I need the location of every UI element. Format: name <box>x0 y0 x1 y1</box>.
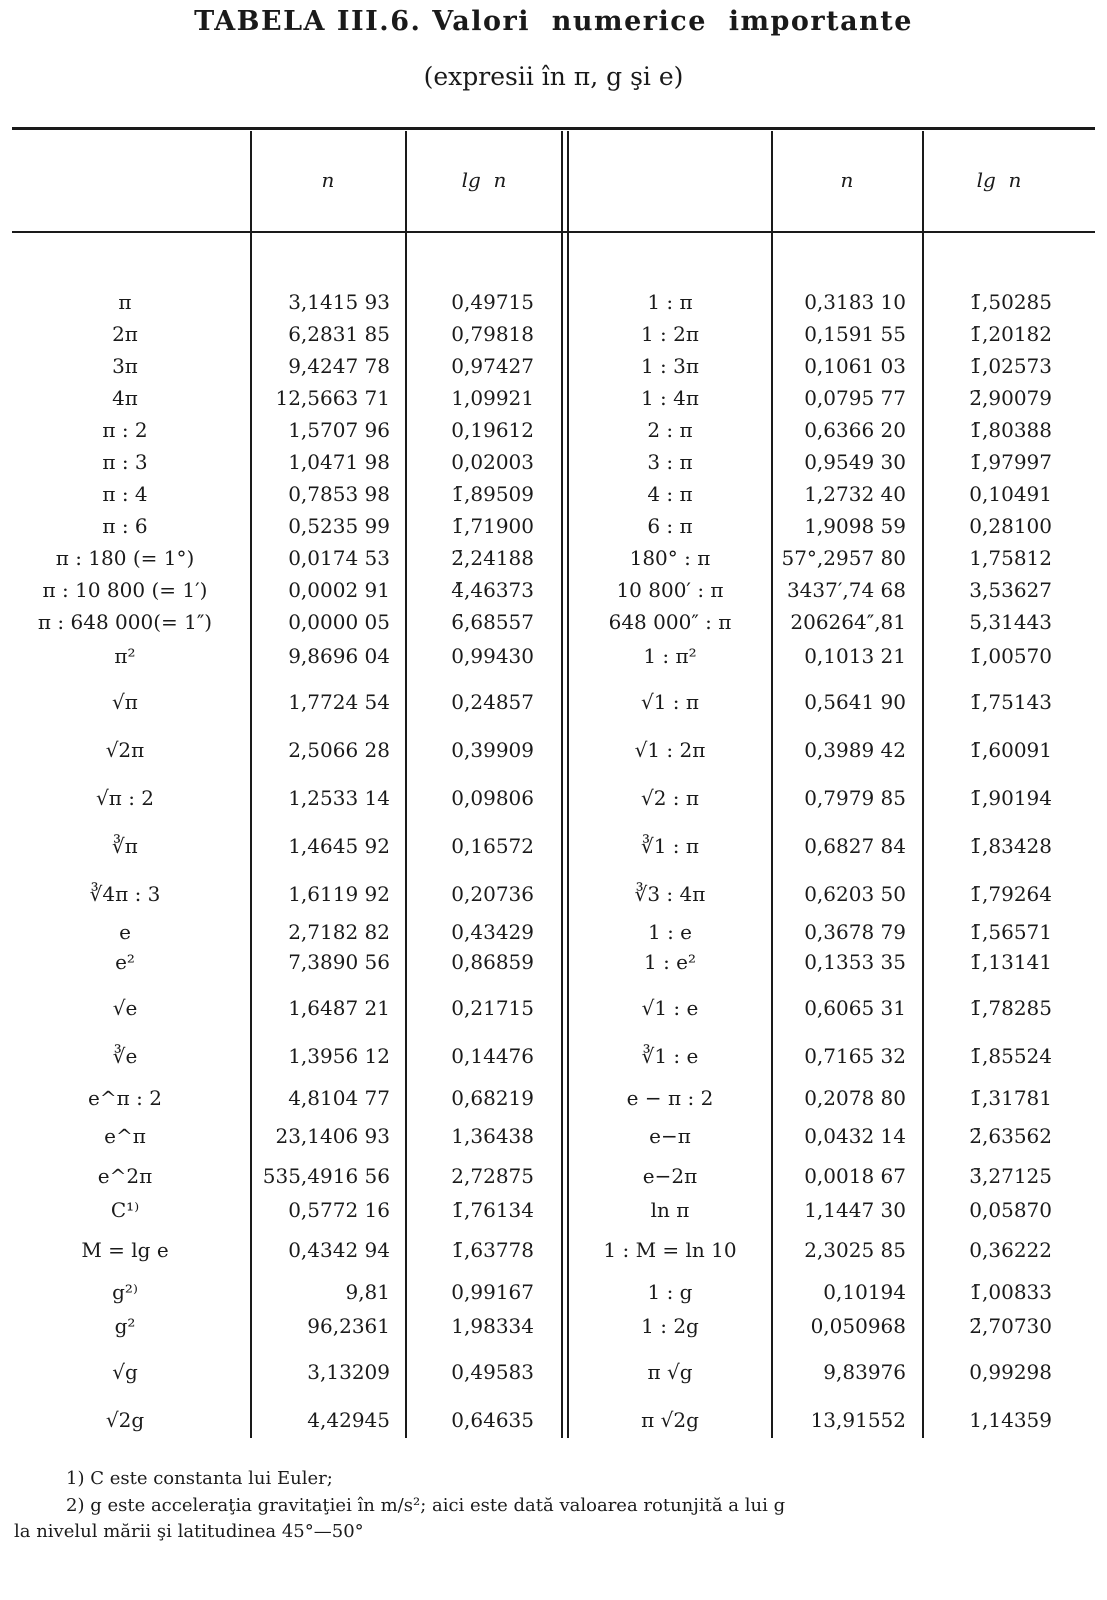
value-cell: 0,3183 10 <box>804 290 906 314</box>
log-cell: 0,20736 <box>451 882 534 906</box>
expression-cell: 2π <box>112 322 138 346</box>
expression-cell: 1 : 4π <box>640 386 700 410</box>
expression-cell: 3 : π <box>647 450 693 474</box>
log-cell: 0,28100 <box>969 514 1052 538</box>
log-cell: 4̄,46373 <box>451 578 534 602</box>
expression-cell: g² <box>114 1314 136 1338</box>
log-cell: 1̄,80388 <box>969 418 1052 442</box>
value-cell: 1,0471 98 <box>288 450 390 474</box>
log-cell: 1̄,97997 <box>969 450 1052 474</box>
log-cell: 1̄,76134 <box>451 1198 534 1222</box>
log-cell: 1,36438 <box>451 1124 534 1148</box>
expression-cell: √1 : 2π <box>634 738 706 762</box>
expression-cell: 10 800′ : π <box>616 578 724 602</box>
expression-cell: 1 : g <box>647 1280 693 1304</box>
value-cell: 96,2361 <box>307 1314 390 1338</box>
expression-cell: √2 : π <box>640 786 700 810</box>
expression-cell: ln π <box>650 1198 690 1222</box>
log-cell: 1̄,85524 <box>969 1044 1052 1068</box>
value-cell: 0,3989 42 <box>804 738 906 762</box>
expression-cell: 4 : π <box>647 482 693 506</box>
log-cell: 1̄,90194 <box>969 786 1052 810</box>
expression-cell: π : 4 <box>102 482 148 506</box>
log-cell: 1̄,83428 <box>969 834 1052 858</box>
log-cell: 0,36222 <box>969 1238 1052 1262</box>
value-cell: 0,6065 31 <box>804 996 906 1020</box>
expression-cell: ∛π <box>112 834 138 858</box>
value-cell: 0,1353 35 <box>804 950 906 974</box>
log-cell: 1,09921 <box>451 386 534 410</box>
log-cell: 0,09806 <box>451 786 534 810</box>
value-cell: 1,4645 92 <box>288 834 390 858</box>
log-cell: 2̄,70730 <box>969 1314 1052 1338</box>
expression-cell: π : 180 (= 1°) <box>55 546 195 570</box>
value-cell: 57°,2957 80 <box>781 546 906 570</box>
log-cell: 2̄,24188 <box>451 546 534 570</box>
log-cell: 1̄,20182 <box>969 322 1052 346</box>
log-cell: 3,53627 <box>969 578 1052 602</box>
expression-cell: √1 : π <box>640 690 700 714</box>
page-subtitle: (expresii în π, g şi e) <box>423 62 684 91</box>
expression-cell: 1 : 2g <box>641 1314 699 1338</box>
value-cell: 1,3956 12 <box>288 1044 390 1068</box>
value-cell: 3,1415 93 <box>288 290 390 314</box>
log-cell: 1̄,56571 <box>969 920 1052 944</box>
value-cell: 7,3890 56 <box>288 950 390 974</box>
footnote-2: 2) g este acceleraţia gravitaţiei în m/s²; aici este dată valoarea rotunjită a lui g <box>66 1495 786 1516</box>
log-cell: 0,49715 <box>451 290 534 314</box>
expression-cell: √2π <box>105 738 145 762</box>
footnote-3: la nivelul mării şi latitudinea 45°—50° <box>14 1521 364 1542</box>
expression-cell: 648 000″ : π <box>608 610 732 634</box>
log-cell: 6̄,68557 <box>451 610 534 634</box>
expression-cell: √1 : e <box>641 996 699 1020</box>
value-cell: 0,5641 90 <box>804 690 906 714</box>
value-cell: 3437′,74 68 <box>786 578 906 602</box>
value-cell: 0,2078 80 <box>804 1086 906 1110</box>
expression-cell: M = lg e <box>81 1238 169 1262</box>
expression-cell: e−2π <box>642 1164 698 1188</box>
expression-cell: 1 : π <box>647 290 693 314</box>
log-cell: 0,64635 <box>451 1408 534 1432</box>
expression-cell: π <box>118 290 132 314</box>
value-cell: 9,8696 04 <box>288 644 390 668</box>
log-cell: 2,72875 <box>451 1164 534 1188</box>
log-cell: 1̄,89509 <box>451 482 534 506</box>
log-cell: 1̄,79264 <box>969 882 1052 906</box>
log-cell: 0,68219 <box>451 1086 534 1110</box>
log-cell: 0,19612 <box>451 418 534 442</box>
expression-cell: e^π <box>104 1124 146 1148</box>
expression-cell: 2 : π <box>647 418 693 442</box>
log-cell: 0,10491 <box>969 482 1052 506</box>
expression-cell: √e <box>112 996 138 1020</box>
expression-cell: C¹⁾ <box>110 1198 140 1222</box>
value-cell: 0,0432 14 <box>804 1124 906 1148</box>
value-cell: 6,2831 85 <box>288 322 390 346</box>
value-cell: 1,2533 14 <box>288 786 390 810</box>
expression-cell: ∛1 : e <box>641 1044 699 1068</box>
value-cell: 1,5707 96 <box>288 418 390 442</box>
log-cell: 0,21715 <box>451 996 534 1020</box>
log-cell: 0,99298 <box>969 1360 1052 1384</box>
log-cell: 0,99167 <box>451 1280 534 1304</box>
page-title: TABELA III.6. Valori numerice importante <box>194 6 913 37</box>
value-cell: 206264″,81 <box>790 610 906 634</box>
value-cell: 2,3025 85 <box>804 1238 906 1262</box>
expression-cell: √2g <box>105 1408 145 1432</box>
expression-cell: e − π : 2 <box>626 1086 714 1110</box>
value-cell: 1,1447 30 <box>804 1198 906 1222</box>
log-cell: 1̄,02573 <box>969 354 1052 378</box>
log-cell: 5,31443 <box>969 610 1052 634</box>
value-cell: 0,4342 94 <box>288 1238 390 1262</box>
value-cell: 0,9549 30 <box>804 450 906 474</box>
value-cell: 0,1061 03 <box>804 354 906 378</box>
expression-cell: 1 : e² <box>643 950 697 974</box>
value-cell: 0,10194 <box>823 1280 906 1304</box>
log-cell: 0,86859 <box>451 950 534 974</box>
log-cell: 1̄,00833 <box>969 1280 1052 1304</box>
log-cell: 3̄,27125 <box>969 1164 1052 1188</box>
expression-cell: e^2π <box>97 1164 153 1188</box>
expression-cell: 180° : π <box>629 546 711 570</box>
expression-cell: 1 : M = ln 10 <box>603 1238 737 1262</box>
log-cell: 2̄,63562 <box>969 1124 1052 1148</box>
expression-cell: ∛e <box>112 1044 138 1068</box>
value-cell: 2,5066 28 <box>288 738 390 762</box>
log-cell: 1̄,71900 <box>451 514 534 538</box>
value-cell: 0,6203 50 <box>804 882 906 906</box>
header-rule <box>12 231 1095 233</box>
log-cell: 0,97427 <box>451 354 534 378</box>
expression-cell: π : 3 <box>102 450 148 474</box>
expression-cell: ∛1 : π <box>640 834 700 858</box>
log-cell: 0,05870 <box>969 1198 1052 1222</box>
log-cell: 1̄,60091 <box>969 738 1052 762</box>
value-cell: 0,1013 21 <box>804 644 906 668</box>
value-cell: 4,42945 <box>307 1408 390 1432</box>
expression-cell: 1 : 2π <box>640 322 700 346</box>
log-cell: 1̄,63778 <box>451 1238 534 1262</box>
expression-cell: √π : 2 <box>95 786 155 810</box>
log-cell: 0,02003 <box>451 450 534 474</box>
expression-cell: g²⁾ <box>112 1280 138 1304</box>
expression-cell: 1 : π² <box>643 644 697 668</box>
log-cell: 1̄,13141 <box>969 950 1052 974</box>
value-cell: 535,4916 56 <box>262 1164 390 1188</box>
log-cell: 1̄,78285 <box>969 996 1052 1020</box>
value-cell: 0,050968 <box>810 1314 906 1338</box>
value-cell: 1,2732 40 <box>804 482 906 506</box>
value-cell: 0,7979 85 <box>804 786 906 810</box>
value-cell: 9,4247 78 <box>288 354 390 378</box>
log-cell: 1̄,00570 <box>969 644 1052 668</box>
log-cell: 0,14476 <box>451 1044 534 1068</box>
expression-cell: 1 : 3π <box>640 354 700 378</box>
value-cell: 1,7724 54 <box>288 690 390 714</box>
footnote-1: 1) C este constanta lui Euler; <box>66 1468 333 1489</box>
header-n-left: n <box>321 168 335 192</box>
log-cell: 0,24857 <box>451 690 534 714</box>
expression-cell: 1 : e <box>647 920 692 944</box>
expression-cell: π : 10 800 (= 1′) <box>42 578 208 602</box>
log-cell: 1,98334 <box>451 1314 534 1338</box>
top-rule <box>12 127 1095 130</box>
value-cell: 13,91552 <box>810 1408 906 1432</box>
value-cell: 0,0018 67 <box>804 1164 906 1188</box>
log-cell: 1̄,50285 <box>969 290 1052 314</box>
value-cell: 4,8104 77 <box>288 1086 390 1110</box>
value-cell: 0,5235 99 <box>288 514 390 538</box>
expression-cell: ∛4π : 3 <box>89 882 161 906</box>
expression-cell: π² <box>114 644 136 668</box>
log-cell: 0,16572 <box>451 834 534 858</box>
expression-cell: ∛3 : 4π <box>634 882 706 906</box>
value-cell: 0,7853 98 <box>288 482 390 506</box>
expression-cell: e² <box>115 950 135 974</box>
log-cell: 1̄,31781 <box>969 1086 1052 1110</box>
log-cell: 0,49583 <box>451 1360 534 1384</box>
expression-cell: 4π <box>112 386 138 410</box>
value-cell: 0,3678 79 <box>804 920 906 944</box>
expression-cell: √g <box>112 1360 138 1384</box>
log-cell: 1̄,75143 <box>969 690 1052 714</box>
expression-cell: π √2g <box>641 1408 699 1432</box>
expression-cell: e−π <box>649 1124 691 1148</box>
header-lgn-right: lg n <box>976 168 1022 192</box>
value-cell: 23,1406 93 <box>275 1124 390 1148</box>
log-cell: 2̄,90079 <box>969 386 1052 410</box>
value-cell: 0,0002 91 <box>288 578 390 602</box>
value-cell: 3,13209 <box>307 1360 390 1384</box>
value-cell: 0,0000 05 <box>288 610 390 634</box>
value-cell: 0,1591 55 <box>804 322 906 346</box>
log-cell: 0,99430 <box>451 644 534 668</box>
value-cell: 0,7165 32 <box>804 1044 906 1068</box>
column-divider-double <box>561 131 563 1438</box>
log-cell: 0,43429 <box>451 920 534 944</box>
expression-cell: e <box>119 920 131 944</box>
log-cell: 0,79818 <box>451 322 534 346</box>
log-cell: 0,39909 <box>451 738 534 762</box>
expression-cell: e^π : 2 <box>88 1086 162 1110</box>
expression-cell: 3π <box>112 354 138 378</box>
value-cell: 0,5772 16 <box>288 1198 390 1222</box>
value-cell: 9,83976 <box>823 1360 906 1384</box>
value-cell: 0,0174 53 <box>288 546 390 570</box>
expression-cell: √π <box>112 690 138 714</box>
value-cell: 1,9098 59 <box>804 514 906 538</box>
value-cell: 9,81 <box>345 1280 390 1304</box>
log-cell: 1,14359 <box>969 1408 1052 1432</box>
expression-cell: π √g <box>647 1360 693 1384</box>
value-cell: 12,5663 71 <box>275 386 390 410</box>
value-cell: 1,6119 92 <box>288 882 390 906</box>
expression-cell: 6 : π <box>647 514 693 538</box>
expression-cell: π : 648 000(= 1″) <box>37 610 213 634</box>
value-cell: 1,6487 21 <box>288 996 390 1020</box>
value-cell: 0,0795 77 <box>804 386 906 410</box>
log-cell: 1,75812 <box>969 546 1052 570</box>
expression-cell: π : 6 <box>102 514 148 538</box>
header-lgn-left: lg n <box>461 168 507 192</box>
value-cell: 2,7182 82 <box>288 920 390 944</box>
value-cell: 0,6827 84 <box>804 834 906 858</box>
expression-cell: π : 2 <box>102 418 148 442</box>
value-cell: 0,6366 20 <box>804 418 906 442</box>
header-n-right: n <box>840 168 854 192</box>
